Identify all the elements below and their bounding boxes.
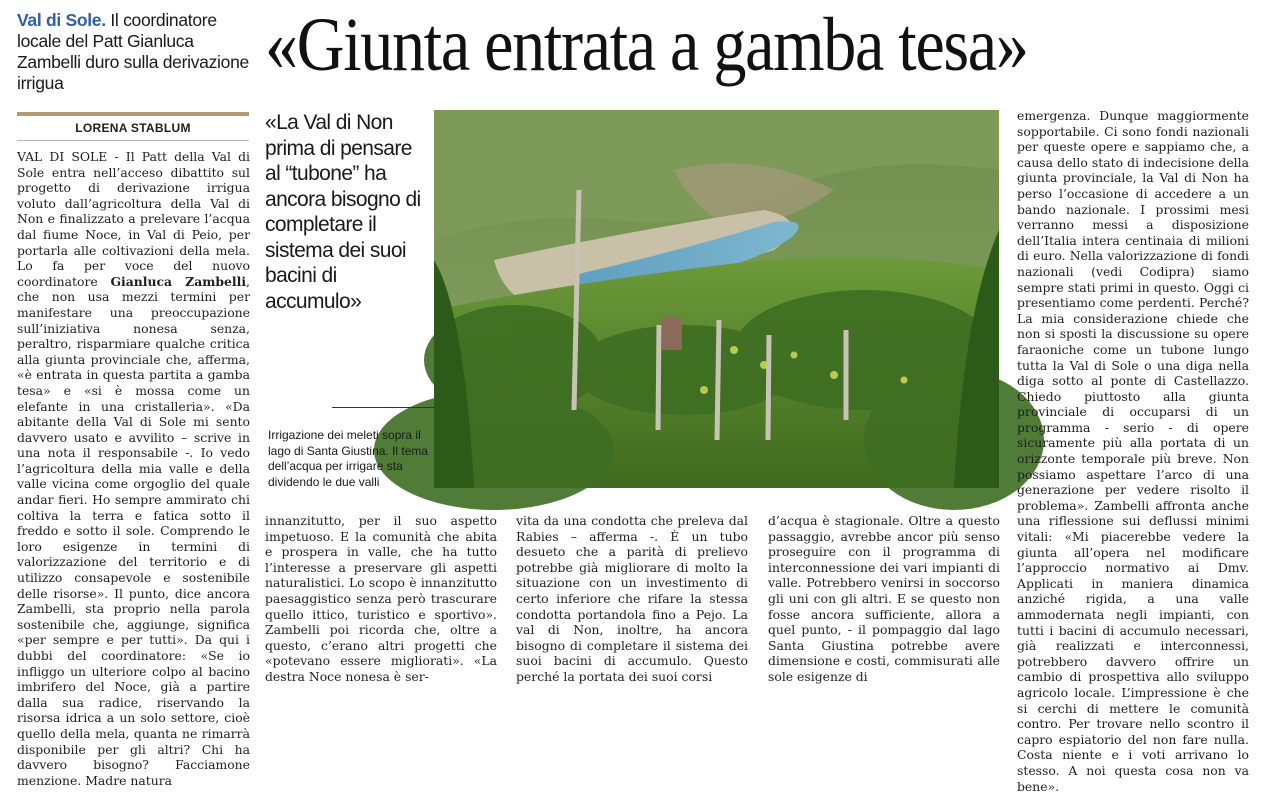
orchard-illustration [434,110,999,488]
headline: «Giunta entrata a gamba tesa» [265,3,1028,87]
col1-name: Gianluca Zambelli [110,273,247,289]
kicker-place: Val di Sole. [17,10,106,30]
col3-text: vita da una condotta che preleva dal Rabies – afferma -. È un tubo desueto che a parità di prelievo potrebbe già migliorare di molto la situazione con un investimento di certo inferiore che rifare la stessa condotta portandola fino a Pejo. La val di Non, inoltre, ha ancora bisogno di completare il sistema dei suoi bacini di accumulo. Questo perché la portata dei suoi corsi [516,513,748,684]
photo-caption: Irrigazione dei meleti sopra il lago di Santa Giustina. Il tema dell’acqua per irrigare sta dividendo le due valli [268,428,429,489]
byline-divider [17,140,249,141]
kicker-text: Il coordinatore locale del Patt Gianluca Zambelli duro sulla derivazione irrigua [17,10,249,93]
kicker [17,10,257,94]
byline: LORENA STABLUM [75,121,191,135]
col1-text-a: VAL DI SOLE - Il Patt della Val di Sole entra nell’acceso dibattito sul progetto di derivazione irrigua voluto dall’agricoltura della Val di Non e finalizzato a prelevare l’acqua dal fiume Noce, in Val di Peio, per portarla alle coltivazioni della mela. Lo fa per voce del nuovo coordinatore [17,149,250,289]
pull-quote: «La Val di Non prima di pensare al “tubone” ha ancora bisogno di completare il sistema dei suoi bacini di accumulo» [265,111,421,313]
col4-text: d’acqua è stagionale. Oltre a questo passaggio, avrebbe ancor più senso proseguire con il programma di interconnessione dei vari impianti di valle. Potrebbero venirsi in soccorso gli uni con gli altri. E se questo non fosse ancora sufficiente, allora a quel punto, - il pompaggio dal lago Santa Giustina potrebbe avere dimensione e costi, commisurati alle sole esigenze di [768,513,1000,684]
article-column-1 [17,149,250,788]
article-column-2 [265,513,497,684]
col1-text-b: , che non usa mezzi termini per manifestare una preoccupazione sull’iniziativa nonesa senza, peraltro, risparmiare qualche critica alla giunta provinciale che, afferma, «è entrata in questa partita a gamba tesa» e «si è mossa come un elefante in una cristalleria». «Da abitante della Val di Sole mi sento davvero usato e avvilito – scrive in una nota il responsabile -. Io vedo l’agricoltura della mia valle e della valle vicina come orgoglio del quale andar fieri. Ho sempre ammirato chi coltiva la terra e fatica sotto il freddo e sotto il sole. Comprendo le loro esigenze in termini di valorizzazione del territorio e di utilizzo consapevole e sostenibile delle risorse». Il punto, dice ancora Zambelli, sta proprio nella parola sostenibile che, aggiunge, significa «per sempre e per tutti». Da qui i dubbi del coordinatore: «Se io infliggo un ulteriore colpo al bacino imbrifero del Noce, già a partire dalla sua radice, riservando la risorsa idrica a un solo settore, cioè quello della mela, quanta ne rimarrà disponibile per gli altri? Chi ha davvero bisogno? Facciamone menzione. Madre natura [17,273,250,788]
col5-text: emergenza. Dunque maggiormente sopportabile. Ci sono fondi nazionali per queste opere e sappiamo che, a causa dello stato di indecisione della giunta provinciale, la Val di Non ha perso l’occasione di accedere a un bando nazionale. I prossimi mesi verranno messi a disposizione dell’Italia intera centinaia di milioni di euro. Nella valorizzazione di fondi nazionali (vedi Codipra) siamo sempre stati primi in questo. Oggi ci presentiamo come perdenti. Perché? La mia considerazione chiede che non si sposti la discussione su opere faraoniche come un tubone lungo tutta la Val di Sole o una diga nella diga sotto al ponte di Castellazzo. Chiedo piuttosto alla giunta provinciale di occuparsi di un programma - serio - di opere sicuramente più alla portata di un orizzonte temporale più breve. Non possiamo aspettare l’arco di una generazione per vedere risolto il problema». Zambelli affronta anche una riflessione sui deflussi minimi vitali: «Mi piacerebbe vedere la giunta all’opera nel modificare l’approccio normativo ai Dmv. Applicati in maniera dinamica anziché rigida, a una valle ammodernata negli impianti, con tutti i bacini di accumulo necessari, già realizzati e interconnessi, potrebbero davvero offrire un cambio di prospettiva allo sviluppo agricolo locale. L’impressione è che si cerchi di mettere le comunità contro. Per trovare nello scontro il capro espiatorio del non fare nulla. Costa niente e i voti arrivano lo stesso. A noi questa cosa non va bene». [1017,108,1249,794]
orchard-photo [434,110,999,488]
col2-text: innanzitutto, per il suo aspetto impetuoso. E la comunità che abita e prospera in valle, che ha tutto l’interesse a preservare gli aspetti naturalistici. Lo scopo è innanzitutto paesaggistico senza però trascurare quello ittico, turistico e sportivo». Zambelli poi ricorda che, oltre a questo, c’erano altri progetti che «potevano essere migliorati». «La destra Noce nonesa è ser- [265,513,497,684]
byline-rule [17,112,249,116]
article-column-3 [516,513,748,684]
caption-pointer-line [332,407,434,408]
article-column-4 [768,513,1000,684]
article-column-5 [1017,108,1249,794]
